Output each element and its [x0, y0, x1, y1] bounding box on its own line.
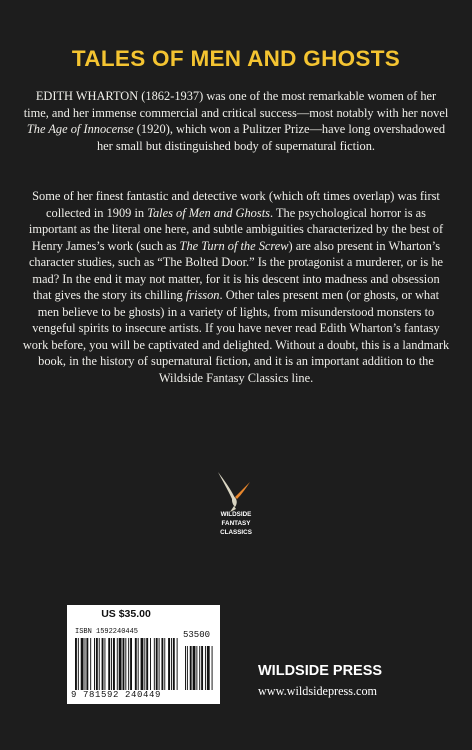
barcode-addon-bar: [199, 646, 200, 690]
barcode-bar: [86, 638, 88, 690]
description-paragraph: [22, 188, 450, 386]
barcode-bar: [171, 638, 172, 690]
description-text-1: Some of her finest fantastic and detective work (which oft times overlap) was first collected in 1909 in: [32, 189, 440, 220]
barcode-bar: [161, 638, 163, 690]
barcode-bar: [90, 638, 91, 690]
logo-text: [196, 510, 276, 537]
barcode-bar: [150, 638, 151, 690]
barcode-bar: [156, 638, 158, 690]
logo-line-3: CLASSICS: [220, 529, 252, 536]
barcode-box: [67, 605, 220, 704]
barcode-bar: [138, 638, 139, 690]
barcode-addon-bar: [201, 646, 203, 690]
barcode-bar: [154, 638, 155, 690]
barcode-bar: [128, 638, 129, 690]
barcode-bar: [141, 638, 144, 690]
isbn: ISBN 1592240445: [75, 628, 139, 636]
barcode-bars: [75, 638, 215, 690]
collection-title: Tales of Men and Ghosts: [147, 205, 270, 220]
barcode-bar: [164, 638, 165, 690]
author-paragraph-text-1: EDITH WHARTON (1862-1937) was one of the most remarkable women of her time, and her immense commercial and critical success—most notably with her novel: [23, 89, 449, 120]
description-text-3: ) are also present in Wharton’s character studies, such as “The Bolted Door.” Is the protagonist a murderer, or is he mad? In the end it may not matter, for it is his descent into madness and obsession that gives the story its chilling: [28, 238, 444, 302]
barcode-bar: [130, 638, 132, 690]
barcode-bar: [159, 638, 160, 690]
barcode-bar: [177, 638, 178, 690]
barcode-bar: [135, 638, 137, 690]
barcode-digits: 9 781592 240449: [71, 690, 162, 700]
barcode-bar: [111, 638, 112, 690]
barcode-addon-bar: [207, 646, 210, 690]
barcode-bar: [123, 638, 125, 690]
barcode-bar: [119, 638, 122, 690]
author-paragraph-text-2: (1920), which won a Pulitzer Prize—have long overshadowed her small but distinguished body of supernatural fiction.: [96, 122, 446, 153]
bird-wing-right: [235, 482, 250, 499]
frisson-word: frisson: [185, 288, 220, 302]
bird-wing-left: [218, 472, 235, 499]
barcode-bar: [173, 638, 175, 690]
james-work-title: The Turn of the Screw: [179, 238, 289, 253]
barcode-bar: [75, 638, 77, 690]
publisher-name: WILDSIDE PRESS: [258, 663, 383, 679]
book-title: TALES OF MEN AND GHOSTS: [71, 46, 401, 71]
logo-line-1: WILDSIDE: [220, 511, 252, 518]
barcode-bar: [125, 638, 126, 690]
description-text-2: . The psychological horror is as important as the literal one here, and subtle ambiguities characterized by the best of Henry James’s work (such as: [28, 205, 444, 253]
barcode-bar: [78, 638, 79, 690]
barcode-addon-number: 53500: [183, 630, 211, 640]
barcode-bar: [146, 638, 148, 690]
barcode-bar: [108, 638, 110, 690]
barcode-addon-bar: [205, 646, 206, 690]
barcode-addon-bar: [185, 646, 186, 690]
novel-title: The Age of Innocense: [26, 122, 134, 136]
barcode-addon-bar: [190, 646, 192, 690]
barcode-bar: [117, 638, 118, 690]
barcode-bar: [85, 638, 86, 690]
price: US $35.00: [101, 608, 151, 620]
barcode-addon-bar: [187, 646, 188, 690]
author-paragraph: [22, 88, 450, 154]
barcode-bar: [168, 638, 170, 690]
barcode-bar: [94, 638, 95, 690]
barcode-addon-bar: [196, 646, 197, 690]
barcode-bar: [104, 638, 105, 690]
publisher-website[interactable]: www.wildsidepress.com: [258, 684, 378, 698]
barcode-bar: [102, 638, 104, 690]
barcode-addon-bar: [212, 646, 213, 690]
description-text-4: . Other tales present men (or ghosts, or what men believe to be ghosts) in a variety of lights, from misunderstood monsters to vengeful spirits to insecure artists. If you have never read Edith Wharton’s fantasy work before, you will be captivated and delighted. Without a doubt, this is a landmark book, in the history of supernatural fiction, and it is an important addition to the Wildside Fantasy Classics line.: [22, 288, 450, 385]
barcode-bar: [81, 638, 84, 690]
barcode-addon-bar: [193, 646, 196, 690]
logo-line-2: FANTASY: [221, 520, 251, 527]
barcode-bar: [113, 638, 115, 690]
barcode-bar: [96, 638, 98, 690]
barcode-bar: [99, 638, 100, 690]
barcode-bar: [144, 638, 145, 690]
